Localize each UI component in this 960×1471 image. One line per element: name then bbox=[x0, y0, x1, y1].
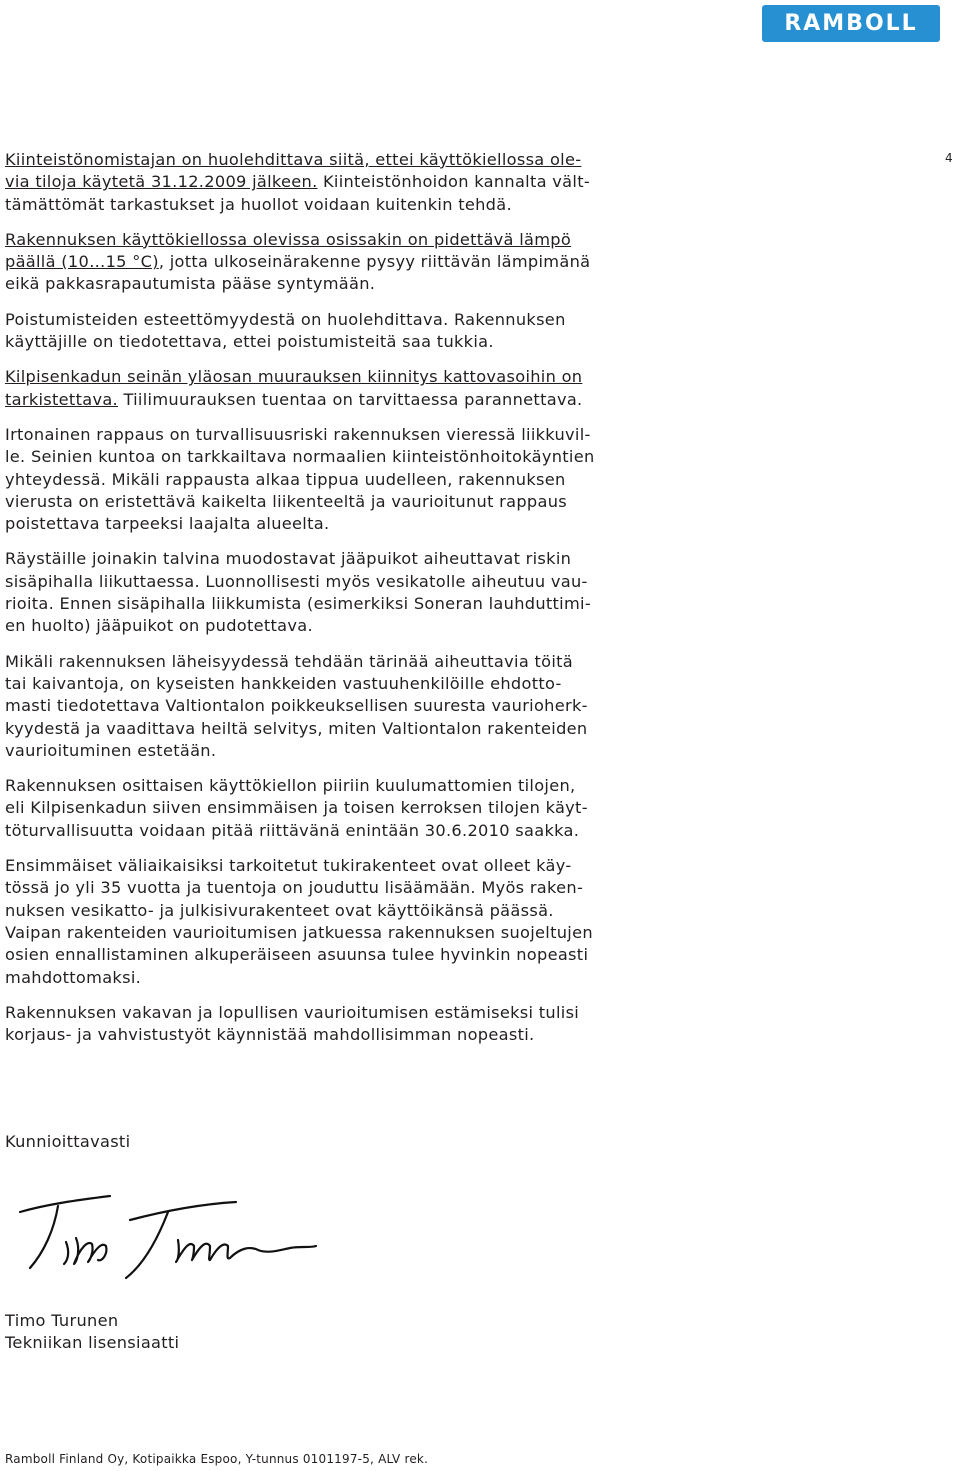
p2-temperature: päällä (10…15 °C) bbox=[5, 252, 159, 272]
paragraph-3 bbox=[5, 309, 665, 354]
p5-line: Irtonainen rappaus on turvallisuusriski rakennuksen vieressä liikkuvil- bbox=[5, 424, 591, 444]
paragraph-9 bbox=[5, 855, 665, 989]
paragraph-4 bbox=[5, 366, 665, 411]
p8-line: töturvallisuutta voidaan pitää riittävänä enintään 30.6.2010 saakka. bbox=[5, 820, 580, 840]
handwritten-signature bbox=[18, 1190, 328, 1282]
p9-line: tössä jo yli 35 vuotta ja tuentoja on jouduttu lisäämään. Myös raken- bbox=[5, 878, 584, 898]
p9-line: Ensimmäiset väliaikaisiksi tarkoitetut tukirakenteet ovat olleet käy- bbox=[5, 856, 572, 876]
p7-line: vaurioituminen estetään. bbox=[5, 740, 217, 760]
p7-line: Mikäli rakennuksen läheisyydessä tehdään tärinää aiheuttavia töitä bbox=[5, 651, 573, 671]
p9-line: osien ennallistaminen alkuperäiseen asuunsa tulee hyvinkin nopeasti bbox=[5, 945, 589, 965]
paragraph-2 bbox=[5, 229, 665, 296]
p1-line-1: Kiinteistönomistajan on huolehdittava siitä, ettei käyttökiellossa ole- bbox=[5, 150, 582, 169]
p5-line: poistettava tarpeeksi laajalta alueelta. bbox=[5, 514, 330, 534]
paragraph-6 bbox=[5, 548, 665, 637]
letter-body bbox=[5, 149, 665, 1059]
p1-text: Kiinteistönhoidon kannalta vält- bbox=[317, 172, 590, 192]
p6-line: en huolto) jääpuikot on pudotettava. bbox=[5, 616, 313, 636]
paragraph-7 bbox=[5, 651, 665, 762]
p7-line: kyydestä ja vaadittava heiltä selvitys, miten Valtiontalon rakenteiden bbox=[5, 718, 588, 738]
p2-text: , jotta ulkoseinärakenne pysyy riittävän lämpimänä bbox=[158, 252, 591, 272]
p4-line-1: Kilpisenkadun seinän yläosan muurauksen kiinnitys kattovasoihin on bbox=[5, 367, 583, 387]
p1-underlined-date: via tiloja käytetä 31.12.2009 jälkeen. bbox=[5, 172, 318, 192]
p6-line: Räystäille joinakin talvina muodostavat jääpuikot aiheuttavat riskin bbox=[5, 549, 572, 569]
paragraph-10 bbox=[5, 1002, 665, 1047]
p9-line: nuksen vesikatto- ja julkisivurakenteet ovat käyttöikänsä päässä. bbox=[5, 900, 554, 920]
signer-title: Tekniikan lisensiaatti bbox=[5, 1333, 180, 1353]
p8-line: eli Kilpisenkadun siiven ensimmäisen ja toisen kerroksen tilojen käyt- bbox=[5, 798, 588, 818]
page-number: 4 bbox=[945, 151, 953, 165]
p10-line: korjaus- ja vahvistustyöt käynnistää mahdollisimman nopeasti. bbox=[5, 1025, 535, 1045]
signer-name: Timo Turunen bbox=[5, 1311, 119, 1330]
p6-line: rioita. Ennen sisäpihalla liikkumista (esimerkiksi Soneran lauhduttimi- bbox=[5, 594, 591, 614]
ramboll-logo: RAMBOLL bbox=[762, 5, 940, 42]
p10-line: Rakennuksen vakavan ja lopullisen vaurioitumisen estämiseksi tulisi bbox=[5, 1002, 580, 1022]
p4-text: Tiilimuurauksen tuentaa on tarvittaessa parannettava. bbox=[118, 389, 583, 409]
p9-line: Vaipan rakenteiden vaurioitumisen jatkuessa rakennuksen suojeltujen bbox=[5, 922, 593, 942]
p3-line-1: Poistumisteiden esteettömyydestä on huolehdittava. Rakennuksen bbox=[5, 309, 566, 329]
p1-line-3: tämättömät tarkastukset ja huollot voidaan kuitenkin tehdä. bbox=[5, 194, 512, 214]
paragraph-5 bbox=[5, 424, 665, 535]
paragraph-1 bbox=[5, 149, 665, 216]
p4-underlined: tarkistettava. bbox=[5, 389, 118, 409]
p5-line: vierusta on eristettävä kaikelta liikenteeltä ja vaurioitunut rappaus bbox=[5, 491, 567, 511]
p5-line: yhteydessä. Mikäli rappausta alkaa tippua uudelleen, rakennuksen bbox=[5, 469, 566, 489]
p3-line-2: käyttäjille on tiedotettava, ettei poistumisteitä saa tukkia. bbox=[5, 332, 494, 352]
p7-line: masti tiedotettava Valtiontalon poikkeuksellisen suuresta vaurioherk- bbox=[5, 696, 588, 716]
closing-salutation: Kunnioittavasti bbox=[5, 1132, 131, 1151]
p5-line: le. Seinien kuntoa on tarkkailtava normaalien kiinteistönhoitokäyntien bbox=[5, 447, 595, 467]
p7-line: tai kaivantoja, on kyseisten hankkeiden vastuuhenkilöille ehdotto- bbox=[5, 673, 562, 693]
p8-line: Rakennuksen osittaisen käyttökiellon piiriin kuulumattomien tilojen, bbox=[5, 776, 576, 796]
paragraph-8 bbox=[5, 775, 665, 842]
signer-block bbox=[5, 1310, 179, 1355]
p2-line-1: Rakennuksen käyttökiellossa olevissa osissakin on pidettävä lämpö bbox=[5, 229, 572, 249]
footer: Ramboll Finland Oy, Kotipaikka Espoo, Y-tunnus 0101197-5, ALV rek. bbox=[5, 1452, 429, 1466]
p9-line: mahdottomaksi. bbox=[5, 967, 142, 987]
p2-line-3: eikä pakkasrapautumista pääse syntymään. bbox=[5, 274, 376, 294]
p6-line: sisäpihalla liikuttaessa. Luonnollisesti myös vesikatolle aiheutuu vau- bbox=[5, 571, 588, 591]
